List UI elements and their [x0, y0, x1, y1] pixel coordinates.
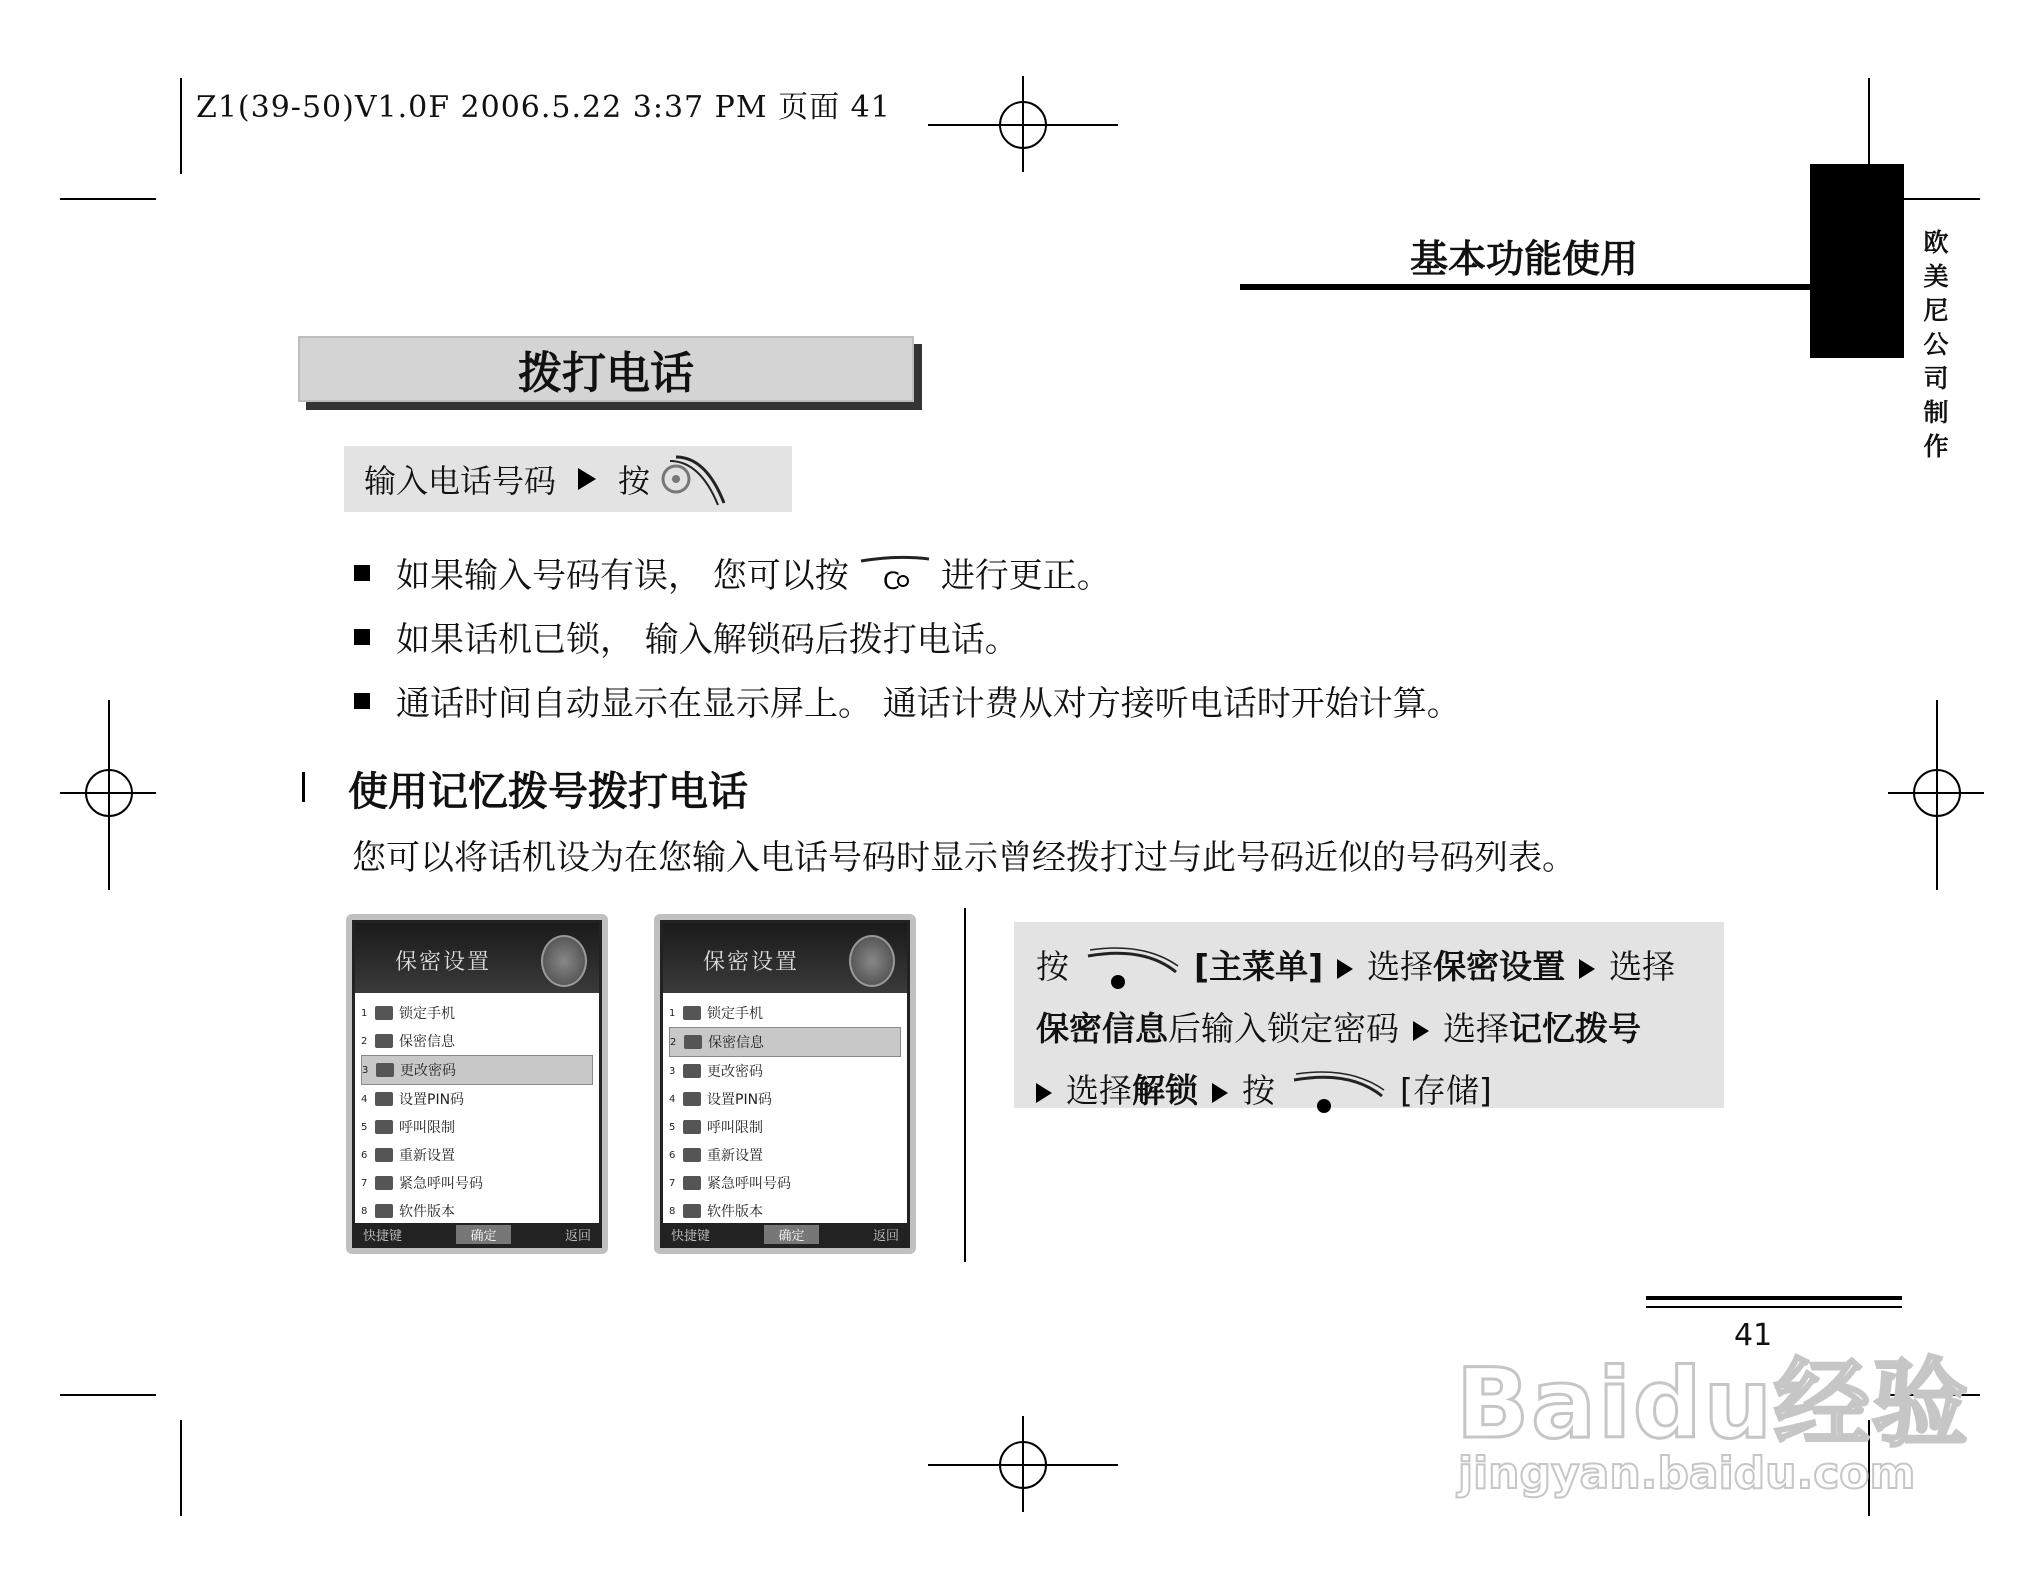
side-label-char: 司	[1923, 364, 1949, 393]
side-label-char: 美	[1923, 262, 1949, 291]
password-icon	[376, 1063, 394, 1077]
step-text: 按	[1036, 947, 1069, 986]
subheading-marker	[302, 772, 305, 802]
pin-icon	[375, 1092, 393, 1106]
menu-item-label: 设置PIN码	[707, 1092, 773, 1108]
menu-item-label: 锁定手机	[707, 1006, 763, 1022]
bullet-item	[354, 612, 1019, 661]
section-header-rule	[1240, 284, 1816, 290]
phone-screenshot	[654, 914, 916, 1254]
phone-screenshot	[346, 914, 608, 1254]
registration-circle	[999, 101, 1047, 149]
menu-item: 4 设置PIN码	[669, 1085, 901, 1113]
step-text: 选择	[1443, 1009, 1509, 1048]
softkey-left: 快捷键	[363, 1228, 403, 1244]
subsection-heading: 使用记忆拨号拨打电话	[348, 769, 748, 815]
screen-title: 保密设置	[703, 950, 800, 975]
side-label-char: 尼	[1923, 296, 1949, 325]
software-version-icon	[375, 1204, 393, 1218]
step-text: 选择	[1066, 1071, 1132, 1110]
step-keyword: 解锁	[1132, 1071, 1198, 1110]
software-version-icon	[683, 1204, 701, 1218]
dial-instruction	[344, 446, 792, 512]
page-number-rule	[1646, 1306, 1902, 1308]
lock-phone-icon	[683, 1006, 701, 1020]
password-icon	[683, 1064, 701, 1078]
bullet-text: 如果话机已锁， 输入解锁码后拨打电话。	[396, 620, 1019, 660]
screen-title: 保密设置	[395, 950, 492, 975]
softkey-bar	[663, 1223, 907, 1245]
menu-item-label: 设置PIN码	[399, 1092, 465, 1108]
menu-item-label: 紧急呼叫号码	[707, 1176, 791, 1192]
step-line	[1036, 1060, 1702, 1122]
subsection-description: 您可以将话机设为在您输入电话号码时显示曾经拨打过与此号码近似的号码列表。	[352, 838, 1576, 878]
left-softkey-icon	[1084, 946, 1180, 992]
menu-item-label: 软件版本	[707, 1204, 763, 1220]
memory-dial-steps	[1014, 922, 1724, 1108]
screen-header	[663, 923, 907, 993]
lock-phone-icon	[375, 1006, 393, 1020]
step-line	[1036, 998, 1702, 1060]
softkey-left: 快捷键	[671, 1228, 711, 1244]
phone-screen	[352, 920, 602, 1248]
menu-item-selected: 2 保密信息	[669, 1027, 901, 1057]
step-keyword: [存储]	[1400, 1071, 1492, 1110]
menu-item: 8 软件版本	[669, 1197, 901, 1225]
menu-item: 1 锁定手机	[361, 999, 593, 1027]
watermark-url: jingyan.baidu.com	[1458, 1448, 1916, 1499]
menu-item-selected: 3 更改密码	[361, 1055, 593, 1085]
section-header: 基本功能使用	[1410, 237, 1639, 281]
menu-list	[361, 999, 593, 1225]
page-number-rule	[1646, 1296, 1902, 1300]
menu-item-label: 软件版本	[399, 1204, 455, 1220]
menu-item-label: 保密信息	[399, 1034, 455, 1050]
left-softkey-icon	[1290, 1070, 1386, 1116]
menu-item: 5 呼叫限制	[669, 1113, 901, 1141]
step-keyword: 保密设置	[1433, 947, 1566, 986]
svg-text:C: C	[882, 566, 900, 593]
registration-circle	[85, 769, 133, 817]
lock-icon	[541, 935, 587, 987]
arrow-right-icon	[1413, 1021, 1429, 1041]
bullet-square-icon	[354, 565, 370, 581]
crop-mark	[1868, 78, 1870, 174]
menu-item: 7 紧急呼叫号码	[361, 1169, 593, 1197]
screen-header	[355, 923, 599, 993]
side-label-char: 公	[1923, 330, 1949, 359]
page-title: 拨打电话	[298, 336, 914, 402]
menu-item-label: 呼叫限制	[707, 1120, 763, 1136]
side-label-char: 欧	[1923, 228, 1949, 257]
arrow-right-icon	[1212, 1083, 1228, 1103]
menu-item-label: 锁定手机	[399, 1006, 455, 1022]
menu-item: 5 呼叫限制	[361, 1113, 593, 1141]
clear-key-icon	[857, 553, 933, 593]
registration-circle	[1913, 769, 1961, 817]
bullet-text: 进行更正。	[940, 556, 1111, 596]
step-text: 选择	[1609, 947, 1676, 986]
thumb-tab	[1810, 164, 1904, 358]
call-barring-icon	[683, 1120, 701, 1134]
phone-screen	[660, 920, 910, 1248]
call-barring-icon	[375, 1120, 393, 1134]
page-number: 41	[1734, 1318, 1773, 1353]
bullet-square-icon	[354, 629, 370, 645]
softkey-center: 确定	[456, 1225, 510, 1244]
bullet-item	[354, 676, 1461, 725]
arrow-right-icon	[1036, 1083, 1052, 1103]
arrow-right-icon	[1337, 959, 1353, 979]
crop-mark	[180, 78, 182, 174]
registration-circle	[999, 1441, 1047, 1489]
step-line	[1036, 936, 1702, 998]
menu-item: 1 锁定手机	[669, 999, 901, 1027]
menu-item: 6 重新设置	[361, 1141, 593, 1169]
menu-item: 6 重新设置	[669, 1141, 901, 1169]
emergency-call-icon	[683, 1176, 701, 1190]
bullet-text: 如果输入号码有误， 您可以按	[396, 556, 849, 596]
step-text: 后输入锁定密码	[1168, 1009, 1399, 1048]
crop-mark	[60, 198, 156, 200]
arrow-right-icon	[578, 468, 596, 490]
side-label-char: 作	[1923, 432, 1949, 461]
softkey-right: 返回	[564, 1228, 591, 1244]
side-label-char: 制	[1923, 398, 1949, 427]
crop-mark	[60, 1394, 156, 1396]
pin-icon	[683, 1092, 701, 1106]
instruction-text: 输入电话号码	[364, 462, 557, 500]
bullet-text: 通话时间自动显示在显示屏上。 通话计费从对方接听电话时开始计算。	[396, 684, 1461, 724]
watermark-logo: Baidu经验	[1456, 1348, 1970, 1460]
reset-icon	[683, 1148, 701, 1162]
side-label	[1916, 226, 1956, 464]
menu-item-label: 更改密码	[400, 1063, 456, 1079]
softkey-right: 返回	[872, 1228, 899, 1244]
send-key-icon	[660, 451, 730, 507]
menu-item-label: 保密信息	[708, 1035, 764, 1051]
reset-icon	[375, 1148, 393, 1162]
menu-list	[669, 999, 901, 1225]
bullet-item	[354, 548, 1111, 597]
softkey-bar	[355, 1223, 599, 1245]
menu-item: 7 紧急呼叫号码	[669, 1169, 901, 1197]
step-text: 按	[1242, 1071, 1275, 1110]
column-divider	[964, 908, 966, 1262]
instruction-press: 按	[618, 462, 651, 500]
step-keyword: 保密信息	[1036, 1009, 1168, 1048]
print-header: Z1(39-50)V1.0F 2006.5.22 3:37 PM 页面 41	[196, 90, 891, 125]
menu-item: 4 设置PIN码	[361, 1085, 593, 1113]
menu-item-label: 重新设置	[399, 1148, 455, 1164]
menu-item-label: 更改密码	[707, 1064, 763, 1080]
step-keyword: [主菜单]	[1194, 947, 1324, 986]
emergency-call-icon	[375, 1176, 393, 1190]
menu-item: 3 更改密码	[669, 1057, 901, 1085]
step-text: 选择	[1367, 947, 1434, 986]
crop-mark	[180, 1420, 182, 1516]
step-keyword: 记忆拨号	[1509, 1009, 1641, 1048]
menu-item: 8 软件版本	[361, 1197, 593, 1225]
menu-item-label: 呼叫限制	[399, 1120, 455, 1136]
menu-item-label: 紧急呼叫号码	[399, 1176, 483, 1192]
security-info-icon	[375, 1034, 393, 1048]
softkey-center: 确定	[764, 1225, 818, 1244]
arrow-right-icon	[1579, 959, 1595, 979]
menu-item: 2 保密信息	[361, 1027, 593, 1055]
lock-icon	[849, 935, 895, 987]
bullet-square-icon	[354, 693, 370, 709]
security-info-icon	[684, 1035, 702, 1049]
menu-item-label: 重新设置	[707, 1148, 763, 1164]
